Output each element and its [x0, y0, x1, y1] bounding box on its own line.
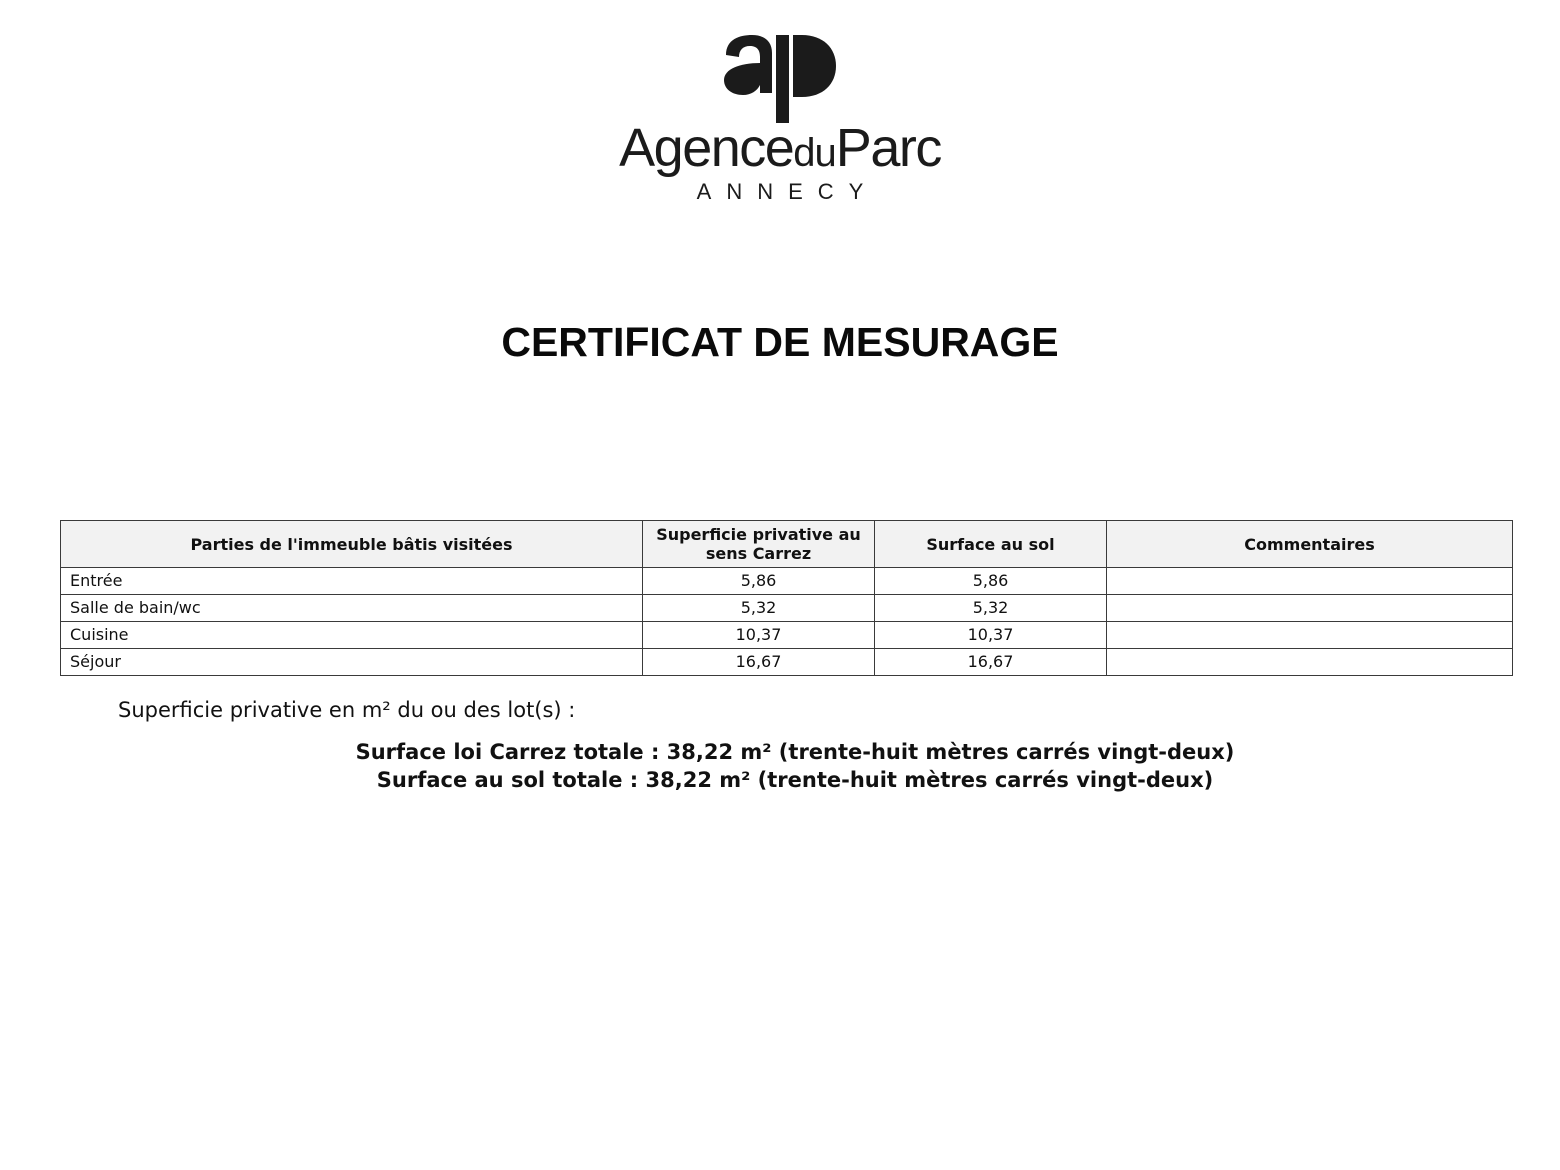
cell-piece: Séjour	[61, 649, 643, 676]
cell-carrez: 5,86	[643, 568, 875, 595]
agency-logo	[0, 0, 1560, 210]
header-parties: Parties de l'immeuble bâtis visitées	[61, 521, 643, 568]
header-commentaires: Commentaires	[1107, 521, 1513, 568]
measurement-table	[60, 520, 1513, 676]
sol-total: Surface au sol totale : 38,22 m² (trente-huit mètres carrés vingt-deux)	[376, 768, 1214, 792]
table-row	[61, 622, 1513, 649]
document-title: CERTIFICAT DE MESURAGE	[501, 319, 1059, 365]
cell-commentaire	[1107, 622, 1513, 649]
totals-intro: Superficie privative en m² du ou des lot(s) :	[118, 698, 576, 722]
header-carrez: Superficie privative au sens Carrez	[643, 521, 875, 568]
cell-carrez: 16,67	[643, 649, 875, 676]
cell-sol: 10,37	[875, 622, 1107, 649]
cell-carrez: 5,32	[643, 595, 875, 622]
agency-city: ANNECY	[696, 179, 879, 204]
table-row	[61, 595, 1513, 622]
cell-commentaire	[1107, 568, 1513, 595]
table-header-row	[61, 521, 1513, 568]
agency-name-parc: Parc	[835, 118, 941, 178]
agency-logo-mark-icon	[718, 33, 842, 125]
header-surface-sol: Surface au sol	[875, 521, 1107, 568]
cell-commentaire	[1107, 595, 1513, 622]
agency-name-du: du	[793, 131, 836, 175]
cell-sol: 5,86	[875, 568, 1107, 595]
cell-sol: 16,67	[875, 649, 1107, 676]
cell-sol: 5,32	[875, 595, 1107, 622]
cell-piece: Entrée	[61, 568, 643, 595]
table-row	[61, 568, 1513, 595]
carrez-total: Surface loi Carrez totale : 38,22 m² (trente-huit mètres carrés vingt-deux)	[355, 740, 1235, 764]
cell-piece: Salle de bain/wc	[61, 595, 643, 622]
agency-name-agence: Agence	[619, 118, 794, 178]
table-row	[61, 649, 1513, 676]
totals-block	[0, 738, 1560, 794]
cell-piece: Cuisine	[61, 622, 643, 649]
cell-carrez: 10,37	[643, 622, 875, 649]
cell-commentaire	[1107, 649, 1513, 676]
